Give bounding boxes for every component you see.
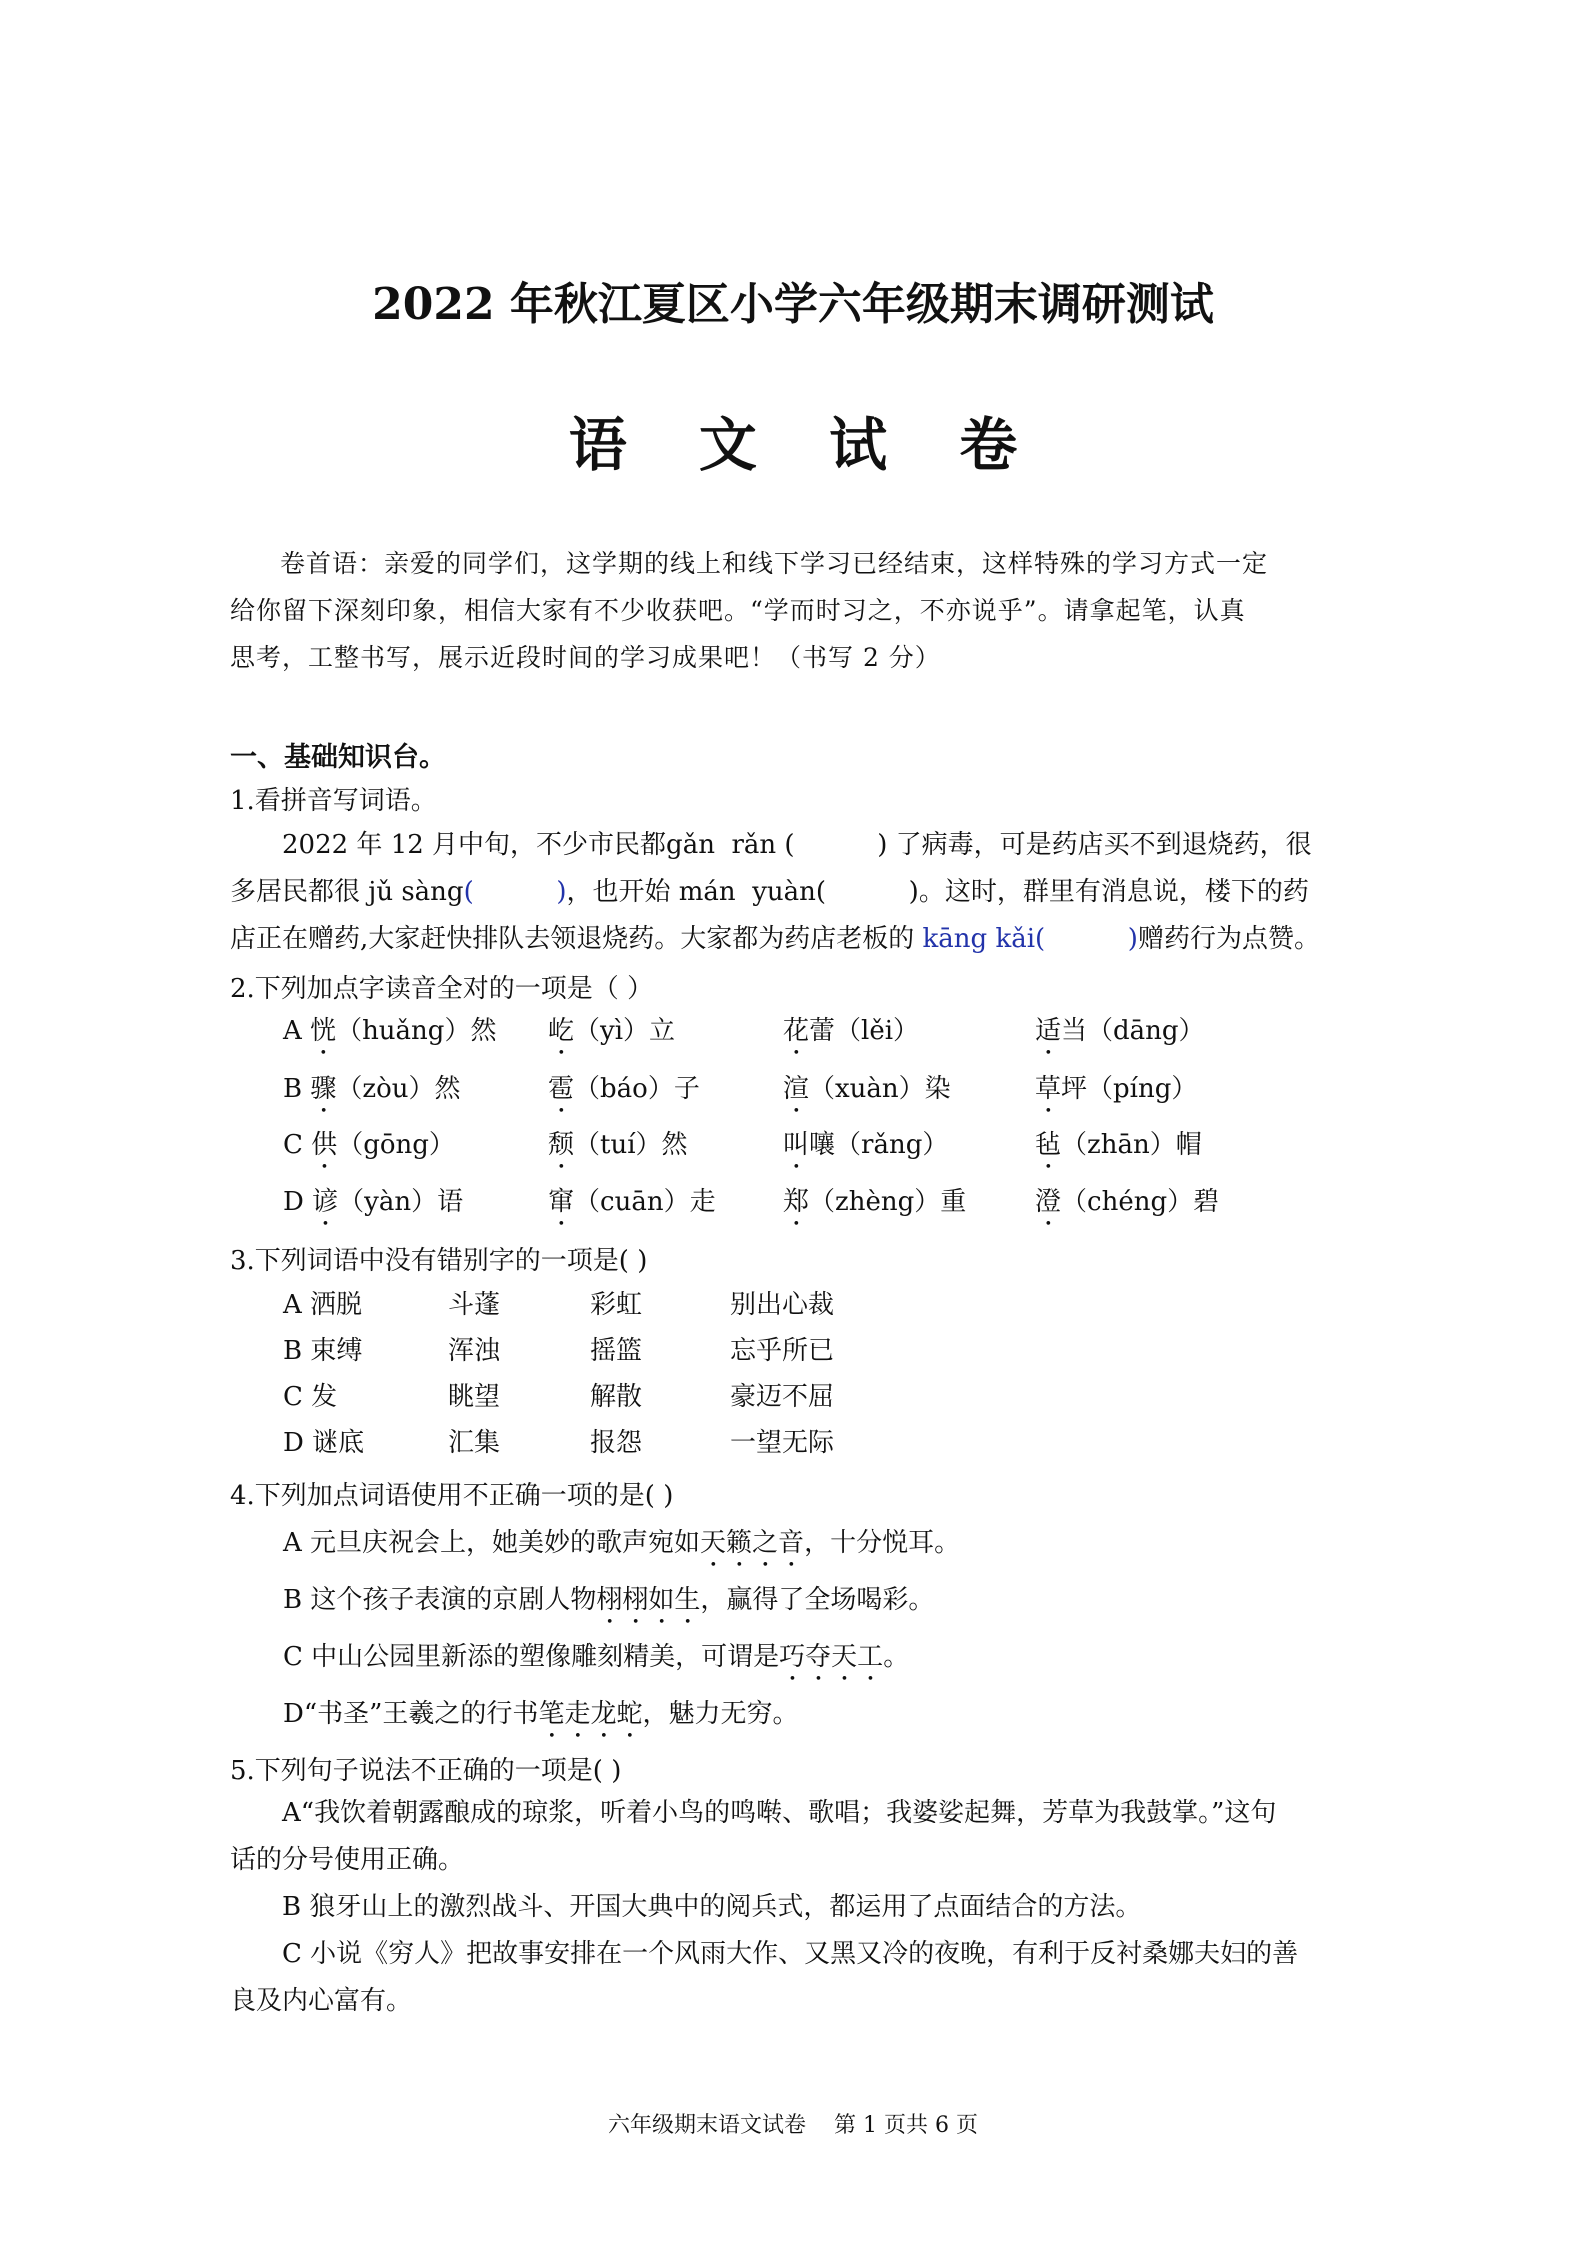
q3-option-cell: 眺望 <box>448 1382 501 1412</box>
q3-option-cell: 豪迈不屈 <box>730 1382 835 1412</box>
q2-option-cell: 郑（zhèng）重 <box>783 1187 967 1217</box>
q5-option-b: B 狼牙山上的激烈战斗、开国大典中的阅兵式，都运用了点面结合的方法。 <box>282 1892 1142 1922</box>
q1-text: 多居民都很 jǔ sàng <box>230 877 464 907</box>
q2-option-cell: 屹（yì）立 <box>548 1016 676 1046</box>
q3-option-cell: D 谜底 <box>283 1428 365 1458</box>
q1-text: 2022 年 12 月中旬，不少市民都 <box>282 830 667 860</box>
q3-option-cell: B 束缚 <box>283 1336 363 1366</box>
q4-text: 。 <box>883 1642 910 1672</box>
q4-dotted-word: 巧夺天工 <box>779 1642 884 1672</box>
intro-line-3: 思考，工整书写，展示近段时间的学习成果吧！（书写 2 分） <box>230 643 941 672</box>
q2-title: 2.下列加点字读音全对的一项是（ ） <box>230 974 654 1004</box>
q3-option-cell: 解散 <box>590 1382 643 1412</box>
q1-passage <box>230 822 1362 963</box>
q2-option-cell: C 供（gōng） <box>283 1130 455 1160</box>
q4-option-c <box>283 1636 909 1687</box>
q2-option-cell: 渲（xuàn）染 <box>783 1074 951 1104</box>
q4-title: 4.下列加点词语使用不正确一项的是( ) <box>230 1481 674 1511</box>
q1-line-3 <box>230 916 1362 963</box>
q2-option-cell: A 恍（huǎng）然 <box>283 1016 497 1046</box>
q1-text: ) 了病毒，可是药店买不到退烧药，很 <box>794 830 1312 860</box>
q5-option-c-line-1: C 小说《穷人》把故事安排在一个风雨大作、又黑又冷的夜晚，有利于反衬桑娜夫妇的善 <box>282 1939 1299 1969</box>
q5-option-a-line-1: A“我饮着朝露酿成的琼浆，听着小鸟的鸣啭、歌唱；我婆娑起舞，芳草为我鼓掌。”这句 <box>282 1798 1277 1828</box>
q1-title: 1.看拼音写词语。 <box>230 786 437 816</box>
q1-pinyin: gǎn rǎn ( <box>666 830 795 860</box>
q3-option-cell: 汇集 <box>448 1428 501 1458</box>
q1-text: 赠药行为点赞。 <box>1137 924 1320 954</box>
q4-text: ，魅力无穷。 <box>642 1699 799 1729</box>
q5-title: 5.下列句子说法不正确的一项是( ) <box>230 1756 622 1786</box>
q3-option-cell: A 洒脱 <box>283 1290 363 1320</box>
q3-option-cell: 一望无际 <box>730 1428 835 1458</box>
q3-option-cell: 报怨 <box>590 1428 643 1458</box>
section-1-title: 一、基础知识台。 <box>230 742 446 773</box>
q4-dotted-word: 天籁之音 <box>700 1528 805 1558</box>
q2-option-cell: B 骤（zòu）然 <box>283 1074 461 1104</box>
q4-option-b <box>283 1579 934 1630</box>
q2-option-cell: 雹（báo）子 <box>548 1074 700 1104</box>
q2-option-cell: 花蕾（lěi） <box>783 1016 920 1046</box>
q1-text: ，也开始 mán yuàn( )。这时，群里有消息说，楼下的药 <box>566 877 1309 907</box>
q5-option-c-line-2: 良及内心富有。 <box>230 1986 413 2016</box>
q2-option-cell: 澄（chéng）碧 <box>1035 1187 1220 1217</box>
q5-option-a-line-2: 话的分号使用正确。 <box>230 1845 465 1875</box>
q3-option-cell: 别出心裁 <box>730 1290 835 1320</box>
q4-text: ，赢得了全场喝彩。 <box>700 1585 935 1615</box>
intro-line-1: 卷首语：亲爱的同学们，这学期的线上和线下学习已经结束，这样特殊的学习方式一定 <box>280 549 1269 578</box>
q2-option-cell: 颓（tuí）然 <box>548 1130 688 1160</box>
exam-subtitle: 语 文 试 卷 <box>568 411 1044 479</box>
q2-option-cell: 草坪（píng） <box>1035 1074 1198 1104</box>
q4-text: A 元旦庆祝会上，她美妙的歌声宛如 <box>283 1528 701 1558</box>
q3-option-cell: 摇篮 <box>590 1336 643 1366</box>
q3-option-cell: C 发 <box>283 1382 338 1412</box>
page-footer: 六年级期末语文试卷 第 1 页共 6 页 <box>608 2113 978 2138</box>
q1-blank[interactable]: kāng kǎi( ) <box>914 924 1138 954</box>
q2-option-cell: 叫嚷（rǎng） <box>783 1130 949 1160</box>
q1-blank[interactable]: ( ) <box>463 877 567 907</box>
q3-option-cell: 斗蓬 <box>448 1290 501 1320</box>
q4-dotted-word: 笔走龙蛇 <box>538 1699 643 1729</box>
q5-options <box>230 1790 1362 2025</box>
q1-text: 店正在赠药,大家赶快排队去领退烧药。大家都为药店老板的 <box>230 924 915 954</box>
q3-title: 3.下列词语中没有错别字的一项是( ) <box>230 1246 648 1276</box>
q4-dotted-word: 栩栩如生 <box>596 1585 701 1615</box>
intro-paragraph <box>230 540 1362 681</box>
q1-line-2 <box>230 869 1362 916</box>
q2-option-cell: 毡（zhān）帽 <box>1035 1130 1202 1160</box>
q1-line-1 <box>230 822 1362 869</box>
q4-text: C 中山公园里新添的塑像雕刻精美，可谓是 <box>283 1642 780 1672</box>
intro-line-2: 给你留下深刻印象，相信大家有不少收获吧。“学而时习之，不亦说乎”。请拿起笔，认真 <box>230 596 1246 625</box>
exam-title: 2022 年秋江夏区小学六年级期末调研测试 <box>372 279 1214 330</box>
q4-text: B 这个孩子表演的京剧人物 <box>283 1585 597 1615</box>
q4-text: ，十分悦耳。 <box>804 1528 961 1558</box>
q3-option-cell: 彩虹 <box>590 1290 643 1320</box>
q4-text: D“书圣”王羲之的行书 <box>283 1699 539 1729</box>
q2-option-cell: D 谚（yàn）语 <box>283 1187 464 1217</box>
q2-option-cell: 适当（dāng） <box>1035 1016 1205 1046</box>
q4-option-d <box>283 1693 798 1744</box>
q2-option-cell: 窜（cuān）走 <box>548 1187 716 1217</box>
q3-option-cell: 忘乎所已 <box>730 1336 835 1366</box>
q4-option-a <box>283 1522 960 1573</box>
q3-option-cell: 浑浊 <box>448 1336 501 1366</box>
